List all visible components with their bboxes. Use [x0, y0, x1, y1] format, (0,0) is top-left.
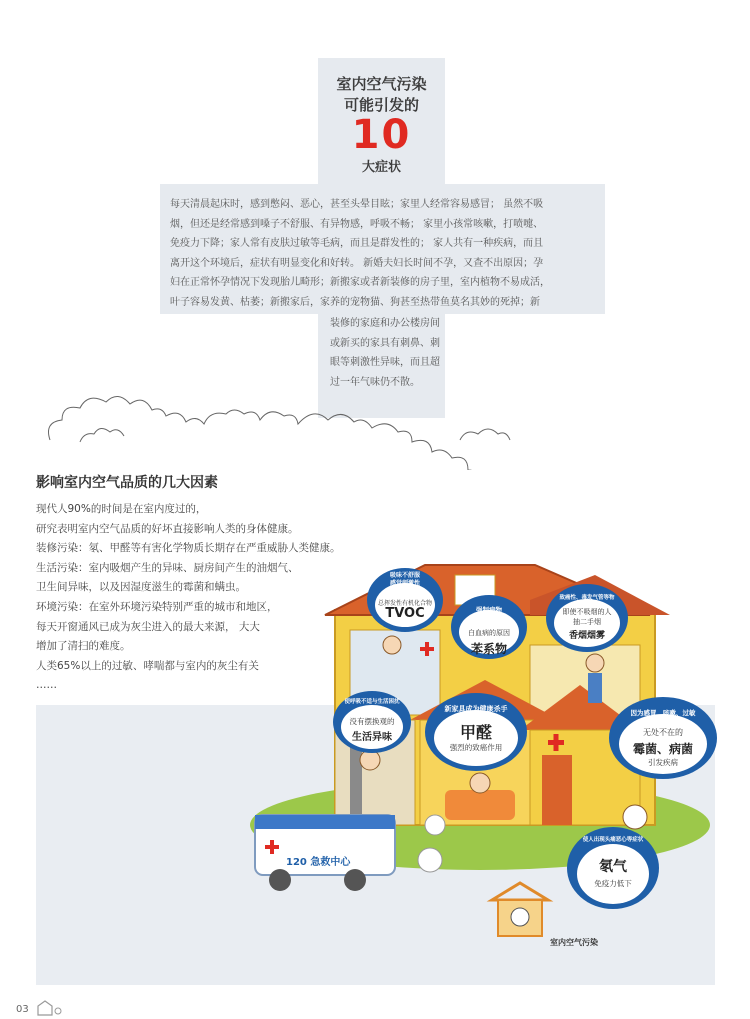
smoke-line: 即使不吸烟的人: [562, 608, 612, 616]
factors-line: ……: [36, 679, 57, 692]
benzene-small: 白血病的原因: [468, 629, 510, 637]
radon-big: 氡气: [599, 859, 627, 875]
page-number: 03: [16, 1004, 29, 1015]
odor-line: 没有摆换观的: [349, 717, 395, 726]
tvoc-bubble-header: [366, 572, 444, 588]
symptoms-line: 免疫力下降；家人常有皮肤过敏等毛病，而且是群发性的； 家人共有一种疾病，而且: [170, 238, 544, 249]
symptoms-tail-line: 眼等刺激性异味，而且超: [330, 357, 440, 368]
title-line-3: 大症状: [361, 160, 401, 175]
benzene-header: 强制病物: [476, 606, 502, 614]
mold-header: 因为感冒、咳嗽、过敏: [630, 709, 696, 717]
formaldehyde-small: 强烈的致癌作用: [449, 743, 503, 752]
factors-title: 影响室内空气品质的几大因素: [36, 475, 218, 491]
odor-big: 生活异味: [352, 732, 392, 743]
factors-line: 研究表明室内空气品质的好坏直接影响人类的身体健康。: [36, 522, 299, 535]
tvoc-header-line: 感觉刺激性: [389, 580, 420, 587]
factors-line: 环境污染：在室外环境污染特别严重的城市和地区，: [36, 600, 278, 613]
smoke-line: 抽二手烟: [573, 618, 601, 626]
house-sign-label: 室内空气污染: [550, 938, 598, 947]
ambulance-label: 120 急救中心: [286, 857, 351, 868]
tvoc-big: TVOC: [385, 606, 425, 621]
smoke-header: 致癌性、毒发气管等物: [559, 595, 615, 601]
cloud-outline-illustration: [40, 370, 720, 470]
symptoms-tail-line: 或新买的家具有刺鼻、刺: [330, 337, 440, 349]
factors-line: 装修污染：氡、甲醛等有害化学物质长期存在严重威胁人类健康。: [36, 542, 341, 555]
mold-big: 霉菌、病菌: [632, 742, 693, 756]
factors-line: 卫生间异味，以及因湿度滋生的霉菌和螨虫。: [36, 581, 246, 594]
smoke-big: 香烟烟雾: [568, 631, 605, 641]
factors-line: 每天开窗通风已成为灰尘进入的最大来源， 大大: [36, 620, 260, 633]
tvoc-header-line: 吸味不舒服: [389, 572, 420, 579]
factors-line: 人类65%以上的过敏、哮喘都与室内的灰尘有关: [36, 659, 259, 672]
title-line-1: 室内空气污染: [336, 75, 427, 93]
symptoms-tail-line: 装修的家庭和办公楼房间: [330, 318, 440, 329]
smoke-body: [545, 607, 629, 627]
mold-small: 引发疾病: [648, 758, 678, 767]
symptoms-line: 叶子容易发黄、枯萎；新搬家后，家养的宠物猫、狗甚至热带鱼莫名其妙的死掉；新: [170, 296, 540, 308]
house-logo-icon: [36, 999, 66, 1017]
symptoms-line: 烟，但还是经常感到嗓子不舒服、有异物感，呼吸不畅； 家里小孩常咳嗽，打喷嚏、: [170, 218, 544, 230]
mold-line: 无处不在的: [643, 728, 683, 737]
odor-header: 使呼吸不适与生活困扰: [344, 699, 400, 705]
symptoms-tail-line: 过一年气味仍不散。: [330, 376, 420, 388]
factors-line: 增加了清扫的难度。: [36, 640, 131, 653]
title-number: 10: [351, 112, 412, 158]
title-line-2: 可能引发的: [343, 96, 419, 114]
symptoms-line: 离开这个环境后，症状有明显变化和好转。 新婚夫妇长时间不孕，又查不出原因；孕: [170, 257, 544, 269]
symptoms-line: 妇在正常怀孕情况下发现胎儿畸形；新搬家或者新装修的房子里，室内植物不易成活，: [170, 277, 550, 288]
formaldehyde-big: 甲醛: [459, 723, 492, 742]
benzene-big: 苯系物: [470, 642, 507, 656]
formaldehyde-header: 新家具成为健康杀手: [444, 705, 508, 713]
tvoc-small: 总挥发性有机化合物: [377, 600, 432, 607]
symptoms-text: [170, 195, 598, 312]
factors-line: 现代人90%的时间是在室内度过的，: [36, 503, 207, 515]
radon-header: 使人出现头痛恶心等症状: [582, 837, 644, 843]
factors-line: 生活污染：室内吸烟产生的异味、厨房间产生的油烟气、: [36, 561, 299, 574]
radon-small: 免疫力低下: [594, 879, 632, 888]
symptoms-line: 每天清晨起床时，感到憋闷、恶心，甚至头晕目眩；家里人经常容易感冒； 虽然不吸: [170, 199, 544, 210]
